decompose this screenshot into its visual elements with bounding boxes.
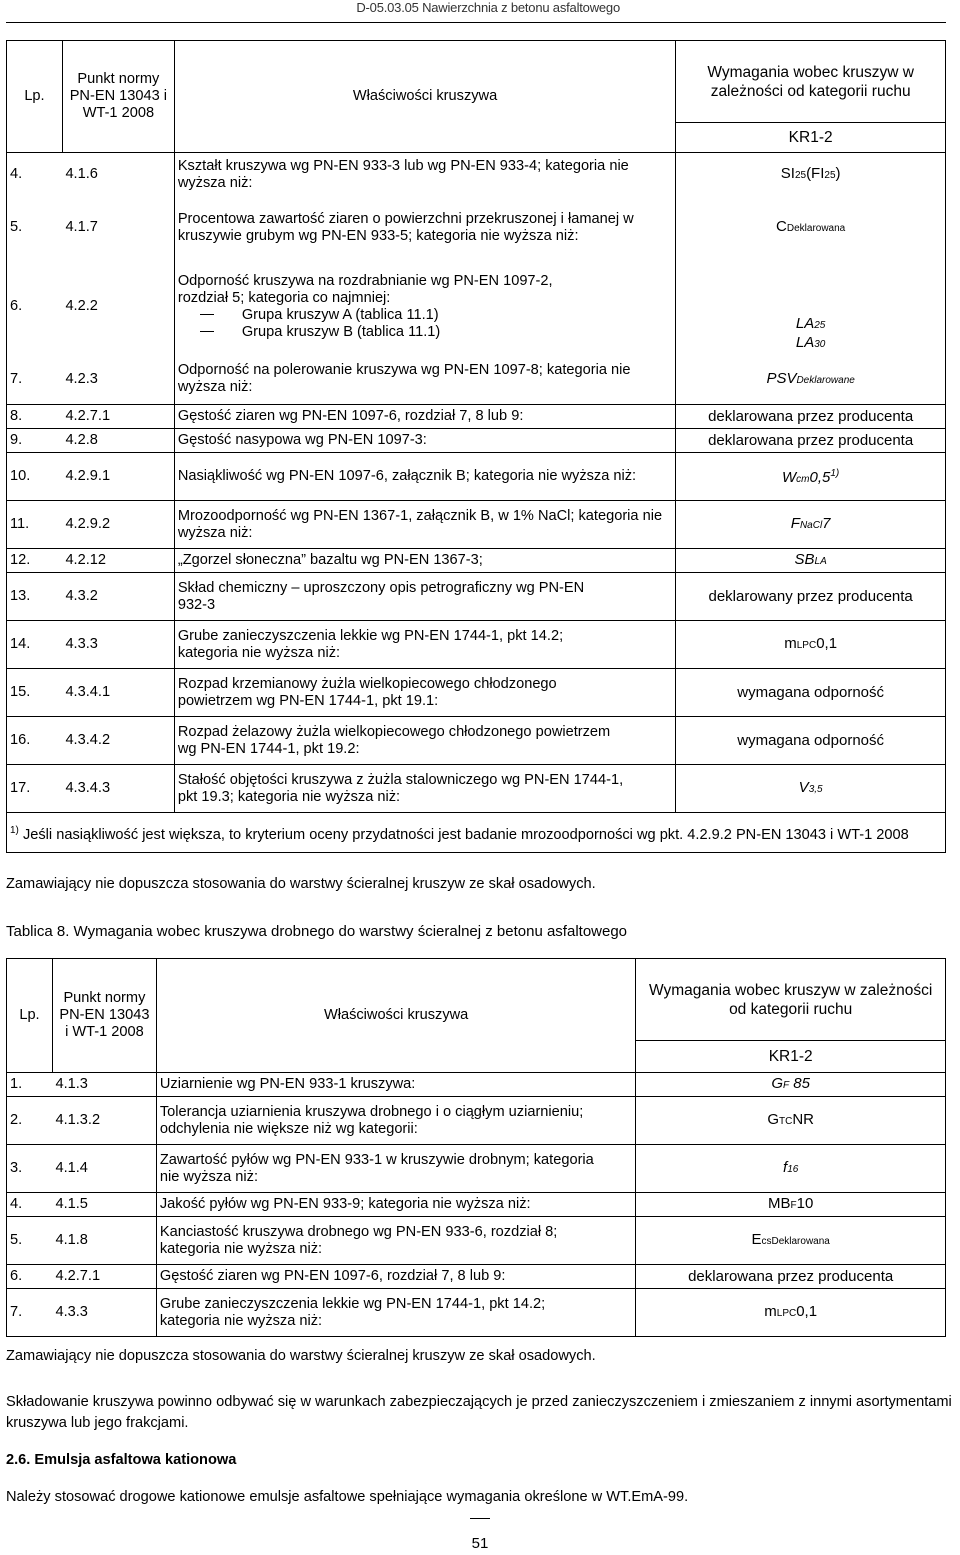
- running-header: D-05.03.05 Nawierzchnia z betonu asfaltowego: [356, 0, 620, 15]
- t2-th-pkt: Punkt normy PN-EN 13043 i WT-1 2008: [52, 959, 156, 1073]
- row14-val: mLPC0,1: [676, 621, 946, 669]
- row8-pkt: 4.2.7.1: [62, 405, 174, 429]
- t2-row2-prop: Tolerancja uziarnienia kruszywa drobnego i o ciągłym uziarnieniu; odchylenia nie większe niż wg kategorii:: [156, 1097, 635, 1145]
- row17-prop: Stałość objętości kruszywa z żużla stalowniczego wg PN-EN 1744-1, pkt 19.3; kategoria nie wyższa niż:: [174, 765, 675, 813]
- t2-row6-val: deklarowana przez producenta: [636, 1265, 946, 1289]
- row4-pkt: 4.1.6: [62, 153, 174, 197]
- row17-pkt: 4.3.4.3: [62, 765, 174, 813]
- row6-sub-a: Grupa kruszyw A (tablica 11.1): [178, 307, 672, 324]
- row15-val: wymagana odporność: [676, 669, 946, 717]
- t2-row2-pkt: 4.1.3.2: [52, 1097, 156, 1145]
- t2-row1-lp: 1.: [7, 1073, 53, 1097]
- coarse-aggregate-table: [6, 40, 946, 853]
- header-rule: [6, 22, 946, 23]
- t2-row6-lp: 6.: [7, 1265, 53, 1289]
- t2-row7-prop: Grube zanieczyszczenia lekkie wg PN-EN 1744-1, pkt 14.2; kategoria nie wyższa niż:: [156, 1289, 635, 1337]
- row5-pkt: 4.1.7: [65, 219, 98, 235]
- row16-prop: Rozpad żelazowy żużla wielkopiecowego chłodzonego powietrzem wg PN-EN 1744-1, pkt 19.2:: [174, 717, 675, 765]
- t2-th-lp: Lp.: [7, 959, 53, 1073]
- t2-row6-pkt: 4.2.7.1: [52, 1265, 156, 1289]
- t2-th-kr: KR1-2: [636, 1041, 946, 1073]
- th-lp: Lp.: [7, 41, 63, 153]
- row8-prop: Gęstość ziaren wg PN-EN 1097-6, rozdział 7, 8 lub 9:: [174, 405, 675, 429]
- row9-prop: Gęstość nasypowa wg PN-EN 1097-3:: [174, 429, 675, 453]
- row11-prop: Mrozoodporność wg PN-EN 1367-1, załącznik B, w 1% NaCl; kategoria nie wyższa niż:: [174, 501, 675, 549]
- row7-val: PSVDeklarowane: [676, 355, 946, 405]
- row16-pkt: 4.3.4.2: [62, 717, 174, 765]
- row6-sub-b: Grupa kruszyw B (tablica 11.1): [178, 324, 672, 341]
- row14-prop: Grube zanieczyszczenia lekkie wg PN-EN 1744-1, pkt 14.2; kategoria nie wyższa niż:: [174, 621, 675, 669]
- t2-row5-lp: 5.: [7, 1217, 53, 1265]
- t2-row2-val: GTCNR: [636, 1097, 946, 1145]
- t2-row7-pkt: 4.3.3: [52, 1289, 156, 1337]
- row12-pkt: 4.2.12: [62, 549, 174, 573]
- t2-row3-prop: Zawartość pyłów wg PN-EN 933-1 w kruszywie drobnym; kategoria nie wyższa niż:: [156, 1145, 635, 1193]
- t2-row5-pkt: 4.1.8: [52, 1217, 156, 1265]
- row6-lp: 6.: [7, 259, 63, 355]
- t2-row1-val: GF 85: [636, 1073, 946, 1097]
- row12-lp: 12.: [7, 549, 63, 573]
- row15-pkt: 4.3.4.1: [62, 669, 174, 717]
- t2-row3-pkt: 4.1.4: [52, 1145, 156, 1193]
- row7-lp: 7.: [7, 355, 63, 405]
- th-pkt: Punkt normy PN-EN 13043 i WT-1 2008: [62, 41, 174, 153]
- t2-row6-prop: Gęstość ziaren wg PN-EN 1097-6, rozdział 7, 8 lub 9:: [156, 1265, 635, 1289]
- table1-footnote: $^{1)}$ Jeśli nasiąkliwość jest większa, to kryterium oceny przydatności jest badanie mrozoodporności wg pkt. 4.2.9.2 PN-EN 13043 i WT-1 2008: [7, 813, 946, 853]
- t2-row4-val: MBF10: [636, 1193, 946, 1217]
- fine-aggregate-table: [6, 958, 946, 1337]
- t2-row1-pkt: 4.1.3: [52, 1073, 156, 1097]
- th-prop: Właściwości kruszywa: [174, 41, 675, 153]
- row4-val: SI25(FI25): [676, 153, 946, 197]
- row15-prop: Rozpad krzemianowy żużla wielkopiecowego chłodzonego powietrzem wg PN-EN 1744-1, pkt 19.1:: [174, 669, 675, 717]
- table1-note: Zamawiający nie dopuszcza stosowania do warstwy ścieralnej kruszyw ze skał osadowych.: [6, 876, 596, 892]
- row5-val: CDeklarowana: [676, 197, 946, 259]
- row11-pkt: 4.2.9.2: [62, 501, 174, 549]
- footer-rule: [470, 1518, 490, 1519]
- t2-row5-prop: Kanciastość kruszywa drobnego wg PN-EN 933-6, rozdział 8; kategoria nie wyższa niż:: [156, 1217, 635, 1265]
- t2-row3-val: f16: [636, 1145, 946, 1193]
- section-heading: 2.6. Emulsja asfaltowa kationowa: [6, 1452, 237, 1468]
- row11-lp: 11.: [7, 501, 63, 549]
- row5-lp: 5.: [7, 197, 63, 259]
- t2-row1-prop: Uziarnienie wg PN-EN 933-1 kruszywa:: [156, 1073, 635, 1097]
- t2-row4-lp: 4.: [7, 1193, 53, 1217]
- row9-pkt: 4.2.8: [62, 429, 174, 453]
- t2-row7-val: mLPC0,1: [636, 1289, 946, 1337]
- row16-val: wymagana odporność: [676, 717, 946, 765]
- row8-lp: 8.: [7, 405, 63, 429]
- row5-prop: Procentowa zawartość ziaren o powierzchni przekruszonej i łamanej w kruszywie grubym wg PN-EN 933-5; kategoria nie wyższa niż:: [174, 197, 675, 259]
- row6-prop-text: Odporność kruszywa na rozdrabnianie wg PN-EN 1097-2, rozdział 5; kategoria co najmniej:: [177, 272, 553, 306]
- page-number: 51: [471, 1535, 489, 1552]
- row6-prop: [174, 259, 675, 355]
- row6-val: LA25 LA30: [676, 259, 946, 355]
- t2-row2-lp: 2.: [7, 1097, 53, 1145]
- row12-val: SBLA: [676, 549, 946, 573]
- t2-th-req: Wymagania wobec kruszyw w zależności od kategorii ruchu: [636, 959, 946, 1041]
- row12-prop: „Zgorzel słoneczna” bazaltu wg PN-EN 1367-3;: [174, 549, 675, 573]
- row4-lp: 4.: [7, 153, 63, 197]
- row10-lp: 10.: [7, 453, 63, 501]
- t2-row3-lp: 3.: [7, 1145, 53, 1193]
- row10-pkt: 4.2.9.1: [62, 453, 174, 501]
- row17-val: V3,5: [676, 765, 946, 813]
- row13-prop: Skład chemiczny – uproszczony opis petrograficzny wg PN-EN 932-3: [174, 573, 675, 621]
- t2-th-prop: Właściwości kruszywa: [156, 959, 635, 1073]
- t2-row4-pkt: 4.1.5: [52, 1193, 156, 1217]
- th-kr: KR1-2: [676, 123, 946, 153]
- row13-pkt: 4.3.2: [62, 573, 174, 621]
- table2-note: Zamawiający nie dopuszcza stosowania do warstwy ścieralnej kruszyw ze skał osadowych.: [6, 1348, 596, 1364]
- row15-lp: 15.: [7, 669, 63, 717]
- emulsion-paragraph: Należy stosować drogowe kationowe emulsje asfaltowe spełniające wymagania określone w WT.EmA-99.: [6, 1489, 689, 1505]
- row16-lp: 16.: [7, 717, 63, 765]
- row10-val: Wcm0,5$^{1)}$: [676, 453, 946, 501]
- row11-val: FNaCl7: [676, 501, 946, 549]
- t2-row7-lp: 7.: [7, 1289, 53, 1337]
- row14-lp: 14.: [7, 621, 63, 669]
- row17-lp: 17.: [7, 765, 63, 813]
- row9-lp: 9.: [7, 429, 63, 453]
- t2-row4-prop: Jakość pyłów wg PN-EN 933-9; kategoria nie wyższa niż:: [156, 1193, 635, 1217]
- row6-pkt: 4.2.2: [65, 298, 98, 314]
- t2-row5-val: EcsDeklarowana: [636, 1217, 946, 1265]
- row10-prop: Nasiąkliwość wg PN-EN 1097-6, załącznik B; kategoria nie wyższa niż:: [174, 453, 675, 501]
- row13-val: deklarowany przez producenta: [676, 573, 946, 621]
- row9-val: deklarowana przez producenta: [676, 429, 946, 453]
- row13-lp: 13.: [7, 573, 63, 621]
- table2-caption: Tablica 8. Wymagania wobec kruszywa drobnego do warstwy ścieralnej z betonu asfaltowego: [6, 923, 628, 940]
- storage-paragraph: Składowanie kruszywa powinno odbywać się w warunkach zabezpieczających je przed zanieczyszczeniem i zmieszaniem z innymi asortymentami kruszywa lub jego frakcjami.: [6, 1394, 952, 1431]
- row4-prop: Kształt kruszywa wg PN-EN 933-3 lub wg PN-EN 933-4; kategoria nie wyższa niż:: [174, 153, 675, 197]
- row8-val: deklarowana przez producenta: [676, 405, 946, 429]
- th-req: Wymagania wobec kruszyw w zależności od kategorii ruchu: [676, 41, 946, 123]
- row7-pkt: 4.2.3: [65, 370, 98, 387]
- row14-pkt: 4.3.3: [62, 621, 174, 669]
- row7-prop: Odporność na polerowanie kruszywa wg PN-EN 1097-8; kategoria nie wyższa niż:: [174, 355, 675, 405]
